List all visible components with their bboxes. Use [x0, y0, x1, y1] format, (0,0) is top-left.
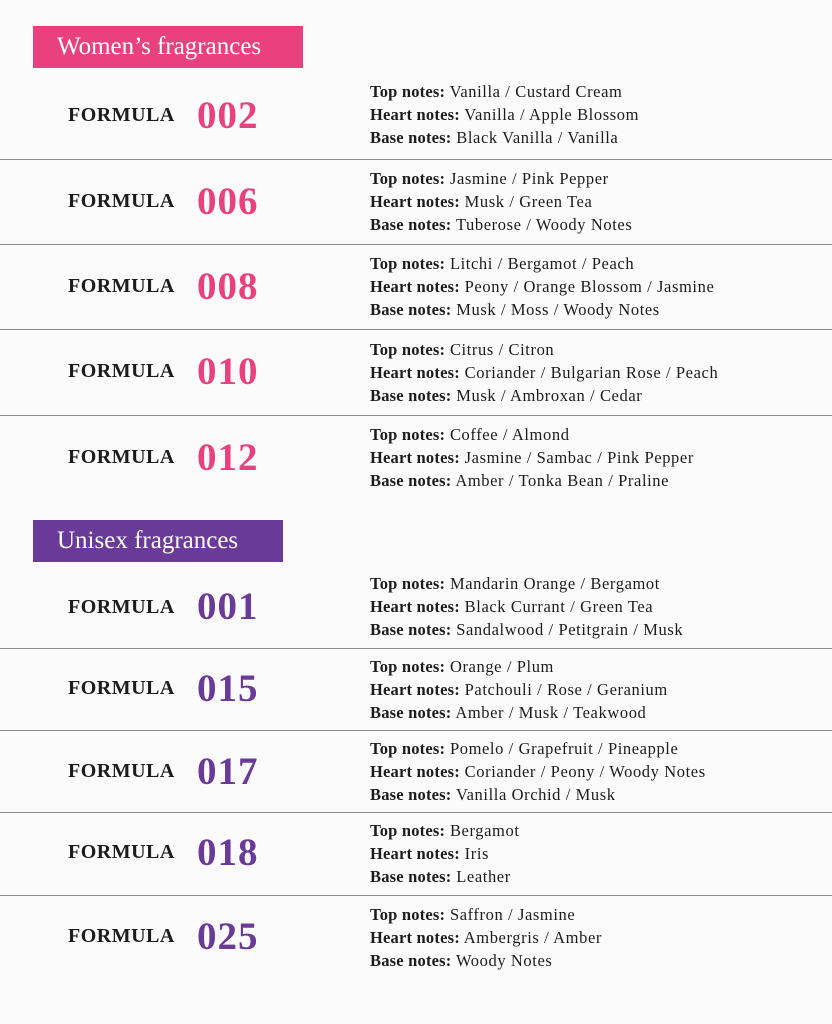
base-notes-value: Woody Notes	[455, 950, 553, 970]
base-notes	[370, 299, 714, 322]
heart-notes-value: Vanilla / Apple Blossom	[464, 104, 640, 124]
base-notes-label: Base notes:	[370, 784, 452, 804]
base-notes-value: Musk / Moss / Woody Notes	[456, 299, 660, 319]
formula-number: 002	[197, 94, 259, 137]
base-notes	[370, 385, 718, 408]
base-notes	[370, 127, 639, 150]
heart-notes	[370, 447, 694, 470]
heart-notes-label: Heart notes:	[370, 362, 460, 382]
formula-row	[0, 159, 832, 244]
base-notes-value: Amber / Musk / Teakwood	[455, 702, 647, 722]
formula-number: 001	[197, 585, 259, 628]
notes-block	[370, 738, 706, 806]
top-notes-label: Top notes:	[370, 425, 446, 444]
base-notes-label: Base notes:	[370, 299, 452, 319]
heart-notes	[370, 843, 520, 866]
notes-block	[370, 81, 639, 149]
formula-row	[0, 73, 832, 159]
heart-notes-value: Peony / Orange Blossom / Jasmine	[464, 276, 715, 296]
top-notes	[370, 738, 706, 761]
formula-row	[0, 648, 832, 730]
formula-label: FORMULA	[68, 104, 175, 126]
base-notes-label: Base notes:	[370, 950, 452, 970]
formula-row	[0, 895, 832, 981]
heart-notes	[370, 927, 602, 950]
formula-label: FORMULA	[68, 446, 175, 468]
formula-label: FORMULA	[68, 677, 175, 699]
base-notes-value: Leather	[456, 866, 511, 886]
formula-number: 025	[197, 915, 259, 958]
formula-row	[0, 329, 832, 415]
formula-label: FORMULA	[68, 925, 175, 947]
base-notes-label: Base notes:	[370, 127, 452, 147]
top-notes-value: Litchi / Bergamot / Peach	[449, 254, 635, 273]
top-notes-label: Top notes:	[370, 82, 446, 101]
top-notes-label: Top notes:	[370, 169, 446, 188]
heart-notes-value: Iris	[464, 843, 490, 863]
formula-label: FORMULA	[68, 841, 175, 863]
top-notes-value: Citrus / Citron	[449, 340, 555, 359]
top-notes	[370, 81, 639, 104]
top-notes-value: Mandarin Orange / Bergamot	[449, 574, 660, 593]
top-notes	[370, 656, 668, 679]
formula-number: 018	[197, 831, 259, 874]
top-notes-value: Vanilla / Custard Cream	[449, 82, 623, 101]
heart-notes	[370, 276, 714, 299]
base-notes-value: Vanilla Orchid / Musk	[455, 784, 616, 804]
top-notes	[370, 168, 632, 191]
heart-notes-label: Heart notes:	[370, 679, 460, 699]
heart-notes-label: Heart notes:	[370, 927, 460, 947]
formula-label: FORMULA	[68, 596, 175, 618]
top-notes	[370, 424, 694, 447]
top-notes-value: Bergamot	[449, 821, 520, 840]
heart-notes	[370, 104, 639, 127]
notes-block	[370, 904, 602, 972]
formula-row	[0, 730, 832, 812]
top-notes-label: Top notes:	[370, 254, 446, 273]
top-notes	[370, 253, 714, 276]
heart-notes	[370, 362, 718, 385]
heart-notes-label: Heart notes:	[370, 104, 460, 124]
base-notes-value: Tuberose / Woody Notes	[455, 214, 633, 234]
formula-row	[0, 415, 832, 501]
heart-notes-value: Patchouli / Rose / Geranium	[464, 679, 668, 699]
formula-number: 017	[197, 750, 259, 793]
top-notes-value: Orange / Plum	[449, 657, 554, 676]
notes-block	[370, 253, 714, 321]
notes-block	[370, 424, 694, 492]
base-notes	[370, 866, 520, 889]
base-notes-label: Base notes:	[370, 619, 452, 639]
heart-notes	[370, 761, 706, 784]
base-notes-label: Base notes:	[370, 702, 452, 722]
formula-number: 012	[197, 436, 259, 479]
formula-number: 008	[197, 265, 259, 308]
top-notes-label: Top notes:	[370, 739, 446, 758]
heart-notes	[370, 191, 632, 214]
notes-block	[370, 168, 632, 236]
base-notes	[370, 214, 632, 237]
heart-notes-label: Heart notes:	[370, 761, 460, 781]
heart-notes-value: Ambergris / Amber	[463, 927, 602, 947]
heart-notes-label: Heart notes:	[370, 447, 460, 467]
top-notes	[370, 339, 718, 362]
formula-row	[0, 244, 832, 329]
heart-notes-value: Musk / Green Tea	[464, 191, 593, 211]
base-notes	[370, 702, 668, 725]
top-notes-value: Jasmine / Pink Pepper	[449, 169, 609, 188]
formula-label: FORMULA	[68, 190, 175, 212]
base-notes-value: Amber / Tonka Bean / Praline	[455, 470, 670, 490]
unisex-formula-list	[0, 566, 832, 981]
top-notes-label: Top notes:	[370, 821, 446, 840]
base-notes-value: Musk / Ambroxan / Cedar	[456, 385, 643, 405]
formula-number: 015	[197, 667, 259, 710]
base-notes-label: Base notes:	[370, 385, 452, 405]
formula-label: FORMULA	[68, 275, 175, 297]
base-notes	[370, 784, 706, 807]
heart-notes	[370, 596, 683, 619]
base-notes	[370, 619, 683, 642]
unisex-section-banner: Unisex fragrances	[33, 520, 283, 562]
base-notes-label: Base notes:	[370, 470, 452, 490]
heart-notes-label: Heart notes:	[370, 596, 460, 616]
formula-number: 006	[197, 180, 259, 223]
top-notes	[370, 573, 683, 596]
base-notes	[370, 470, 694, 493]
top-notes-value: Coffee / Almond	[449, 425, 570, 444]
top-notes-label: Top notes:	[370, 574, 446, 593]
formula-label: FORMULA	[68, 760, 175, 782]
formula-row	[0, 812, 832, 895]
heart-notes-value: Coriander / Peony / Woody Notes	[464, 761, 706, 781]
formula-row	[0, 566, 832, 648]
base-notes-label: Base notes:	[370, 866, 452, 886]
womens-formula-list	[0, 73, 832, 501]
heart-notes-value: Jasmine / Sambac / Pink Pepper	[464, 447, 694, 467]
top-notes-label: Top notes:	[370, 340, 446, 359]
heart-notes-label: Heart notes:	[370, 191, 460, 211]
heart-notes-label: Heart notes:	[370, 843, 460, 863]
top-notes-value: Saffron / Jasmine	[449, 905, 576, 924]
base-notes-value: Sandalwood / Petitgrain / Musk	[456, 619, 684, 639]
top-notes-label: Top notes:	[370, 657, 446, 676]
notes-block	[370, 820, 520, 888]
womens-section-banner: Women’s fragrances	[33, 26, 303, 68]
heart-notes-value: Black Currant / Green Tea	[464, 596, 654, 616]
notes-block	[370, 339, 718, 407]
base-notes-label: Base notes:	[370, 214, 452, 234]
heart-notes-value: Coriander / Bulgarian Rose / Peach	[464, 362, 719, 382]
heart-notes-label: Heart notes:	[370, 276, 460, 296]
top-notes-label: Top notes:	[370, 905, 446, 924]
base-notes	[370, 950, 602, 973]
top-notes	[370, 904, 602, 927]
formula-number: 010	[197, 350, 259, 393]
heart-notes	[370, 679, 668, 702]
notes-block	[370, 573, 683, 641]
top-notes-value: Pomelo / Grapefruit / Pineapple	[449, 739, 679, 758]
top-notes	[370, 820, 520, 843]
notes-block	[370, 656, 668, 724]
base-notes-value: Black Vanilla / Vanilla	[456, 127, 619, 147]
formula-label: FORMULA	[68, 360, 175, 382]
